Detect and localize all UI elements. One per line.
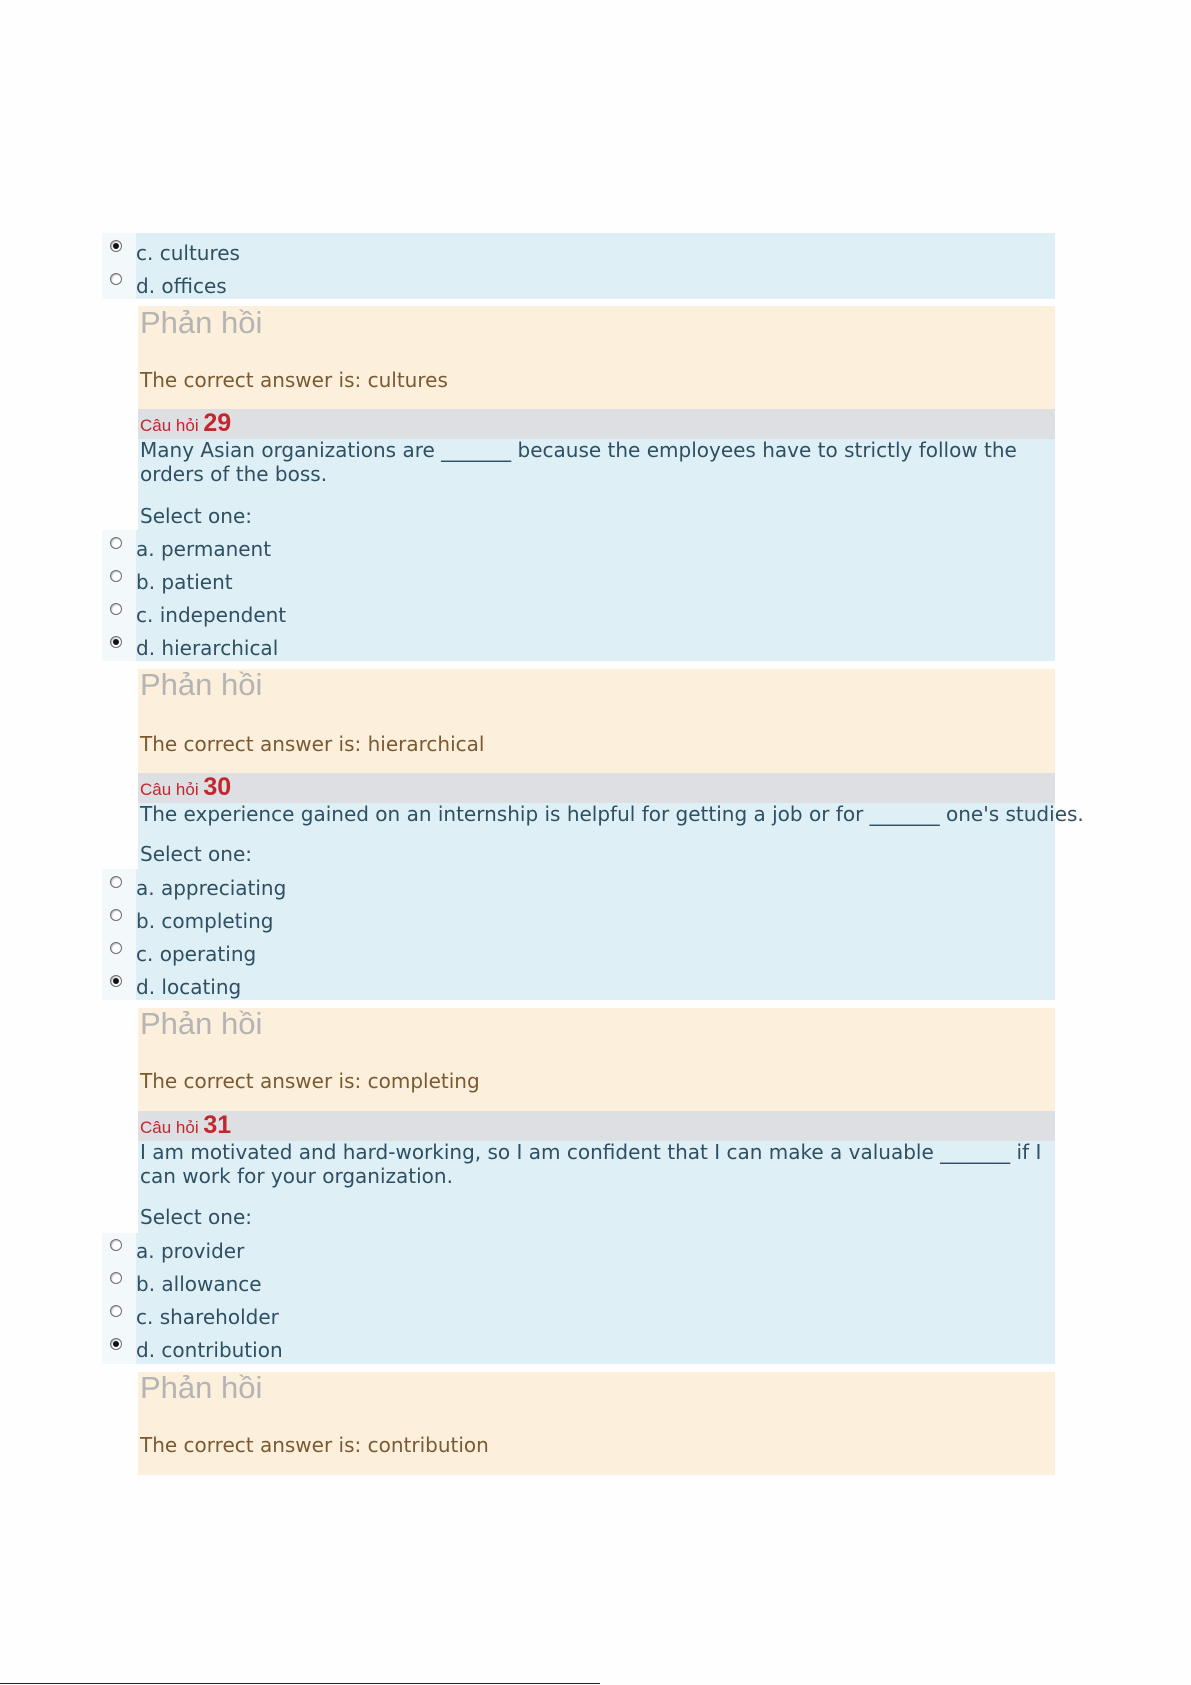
question-header: [140, 409, 231, 440]
radio-option-c[interactable]: [110, 603, 122, 615]
radio-option-a[interactable]: [110, 537, 122, 549]
radio-option-a[interactable]: [110, 876, 122, 888]
option-label[interactable]: d. contribution: [136, 1338, 283, 1362]
radio-option-d[interactable]: [110, 1338, 122, 1350]
radio-option-b[interactable]: [110, 1272, 122, 1284]
question-header-bar: [138, 409, 1055, 439]
option-label[interactable]: b. allowance: [136, 1272, 262, 1296]
question-label: Câu hỏi: [140, 1118, 199, 1137]
question-body: [138, 802, 1084, 1000]
option-label[interactable]: a. permanent: [136, 537, 272, 561]
option-label[interactable]: b. completing: [136, 909, 274, 933]
question-number: 30: [203, 773, 232, 801]
feedback-answer: The correct answer is: contribution: [140, 1433, 489, 1457]
feedback-title: Phản hồi: [140, 1370, 263, 1405]
question-label: Câu hỏi: [140, 416, 199, 435]
feedback-panel: [138, 669, 1055, 773]
question-number: 29: [203, 409, 232, 437]
question-28-answer-block: [102, 233, 1055, 299]
select-one-label: Select one:: [140, 1205, 253, 1229]
option-label[interactable]: d. hierarchical: [136, 636, 279, 660]
feedback-panel: [138, 1008, 1055, 1111]
radio-option-b[interactable]: [110, 570, 122, 582]
question-text: The experience gained on an internship is helpful for getting a job or for _______ one's studies.: [140, 802, 1084, 826]
radio-option-c[interactable]: [110, 1305, 122, 1317]
radio-option-d[interactable]: [110, 975, 122, 987]
feedback-panel: [138, 306, 1055, 409]
option-label[interactable]: a. appreciating: [136, 876, 287, 900]
radio-option-a[interactable]: [110, 1239, 122, 1251]
feedback-title: Phản hồi: [140, 305, 263, 340]
feedback-title: Phản hồi: [140, 667, 263, 702]
option-label[interactable]: d. locating: [136, 975, 242, 999]
radio-option-c[interactable]: [110, 942, 122, 954]
question-text: Many Asian organizations are _______ because the employees have to strictly follow the orders of the boss.: [140, 438, 1017, 486]
option-label[interactable]: a. provider: [136, 1239, 245, 1263]
radio-option-b[interactable]: [110, 909, 122, 921]
feedback-answer: The correct answer is: completing: [140, 1069, 480, 1093]
option-label[interactable]: c. cultures: [136, 241, 240, 265]
question-text: I am motivated and hard-working, so I am confident that I can make a valuable _______ if I can work for your organization.: [140, 1140, 1042, 1188]
feedback-answer: The correct answer is: hierarchical: [140, 732, 485, 756]
option-label[interactable]: b. patient: [136, 570, 233, 594]
radio-option-d[interactable]: [110, 636, 122, 648]
option-label[interactable]: d. offices: [136, 274, 227, 298]
option-label[interactable]: c. operating: [136, 942, 257, 966]
option-label[interactable]: c. shareholder: [136, 1305, 279, 1329]
radio-option-d[interactable]: [110, 273, 122, 285]
feedback-title: Phản hồi: [140, 1006, 263, 1041]
question-header: [140, 773, 231, 804]
radio-option-c[interactable]: [110, 240, 122, 252]
feedback-panel: [138, 1372, 1055, 1475]
page-bottom-divider: [0, 1683, 600, 1684]
question-label: Câu hỏi: [140, 780, 199, 799]
feedback-answer: The correct answer is: cultures: [140, 368, 448, 392]
question-number: 31: [203, 1111, 232, 1139]
question-header: [140, 1111, 231, 1142]
question-header-bar: [138, 773, 1055, 803]
question-header-bar: [138, 1111, 1055, 1141]
select-one-label: Select one:: [140, 842, 253, 866]
option-label[interactable]: c. independent: [136, 603, 287, 627]
select-one-label: Select one:: [140, 504, 253, 528]
